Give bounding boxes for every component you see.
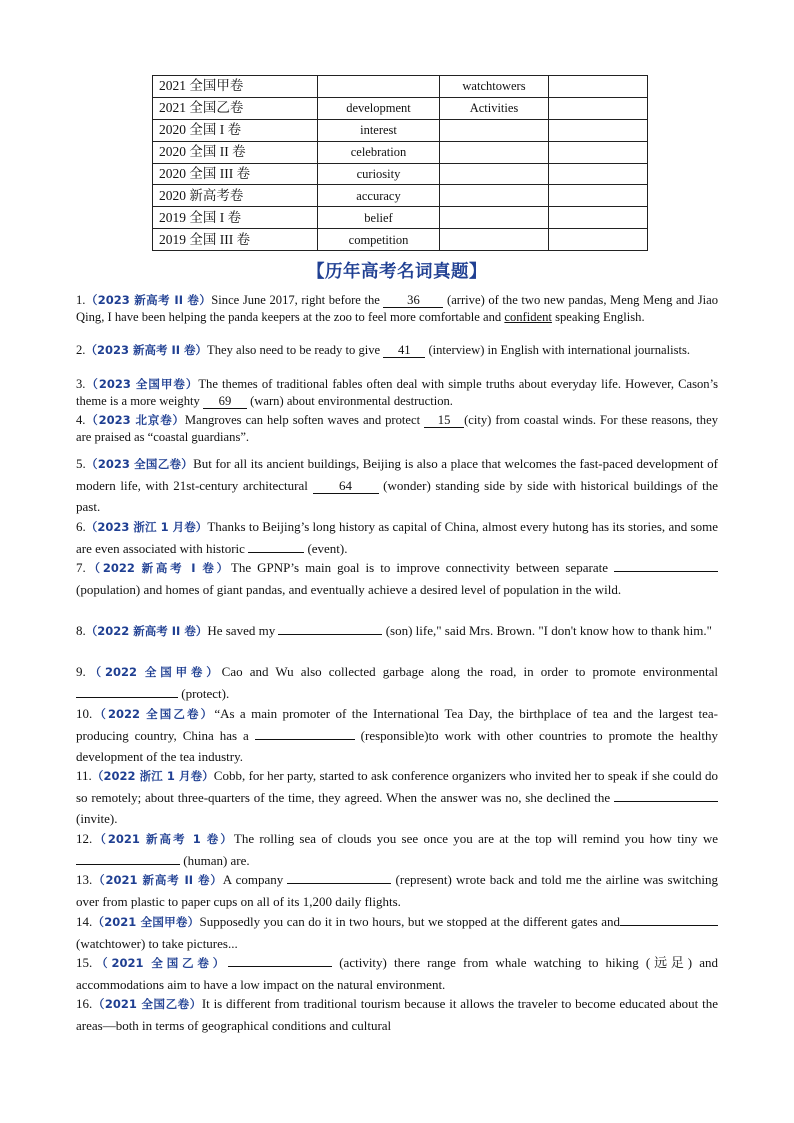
question-number: 2. [76,343,86,357]
question-source: （2021 全国乙卷） [92,956,229,970]
question-text: (arrive) of the two new pandas, Meng Meng and Jiao Qing, I have been helping the panda keepers at the zoo to feel more comfortable and [76,293,719,324]
answer-blank [278,634,382,635]
question-number: 5. [76,456,86,471]
table-cell-col4 [549,163,648,185]
question-text: (city) from coastal winds. For these reasons, they are praised as “coastal guardians”. [76,413,718,444]
question-text: Mangroves can help soften waves and protect [184,413,425,427]
question-text: (protect). [178,686,230,701]
question-text: (wonder) standing side by side with historical buildings of the past. [76,478,718,514]
question-text: speaking English. [551,310,645,324]
question-source: （2022 新高考 I 卷） [85,561,231,575]
question-number: 12. [76,831,93,846]
question-source: （2023 全国甲卷） [85,377,199,391]
table-cell-col3 [440,141,549,163]
question-text: (human) are. [180,853,250,868]
table-row [153,207,648,229]
table-cell-noun: development [318,97,440,119]
question-text: (event). [304,541,348,556]
question-item [76,376,718,410]
question-number: 13. [76,872,93,887]
question-item [76,620,718,642]
question-text: (interview) in English with international journalists. [425,343,691,357]
table-cell-col4 [549,141,648,163]
question-item [76,557,718,600]
table-cell-year: 2021 全国乙卷 [153,97,318,119]
question-source: （2021 全国甲卷） [92,915,200,929]
table-row [153,163,648,185]
answer-blank: 36 [383,293,443,308]
table-cell-col3 [440,207,549,229]
table-cell-year: 2020 全国 II 卷 [153,141,318,163]
question-item [76,292,718,326]
question-number: 15. [76,955,93,970]
table-cell-year: 2020 全国 I 卷 [153,119,318,141]
question-text: “As a main promoter of the International Tea Day, the birthplace of tea and the largest tea-producing country, China has a [76,706,718,743]
table-cell-year: 2019 全国 I 卷 [153,207,318,229]
question-number: 6. [76,519,86,534]
question-item [76,703,718,767]
answer-blank: 69 [203,394,247,409]
question-source: （2023 新高考 II 卷） [85,293,212,307]
table-cell-col3 [440,229,549,251]
question-text: (watchtower) to take pictures... [76,936,238,951]
question-number: 16. [76,996,93,1011]
question-number: 11. [76,768,92,783]
question-item [76,765,718,829]
table-cell-col3: Activities [440,97,549,119]
question-text: He saved my [207,623,279,638]
question-number: 9. [76,664,86,679]
question-text: The themes of traditional fables often deal with simple truths about everyday life. However, Cason’s theme is a more weighty [76,377,718,408]
question-source: （2021 新高考 II 卷） [92,873,223,887]
table-cell-col3 [440,163,549,185]
answer-blank [620,925,718,926]
question-text: A company [222,872,288,887]
question-source: （2023 浙江 1 月卷） [85,520,208,534]
question-text: (activity) there range from whale watching to hiking (远足) and accommodations aim to have a low impact on the natural environment. [76,955,718,992]
question-item [76,661,718,704]
table-cell-noun: interest [318,119,440,141]
question-source: （2023 北京卷） [85,413,185,427]
question-text: Thanks to Beijing’s long history as capital of China, almost every hutong has its stories, and some are even associated with historic [76,519,718,556]
table-cell-noun: celebration [318,141,440,163]
table-cell-year: 2021 全国甲卷 [153,76,318,98]
question-text: They also need to be ready to give [207,343,384,357]
question-item [76,952,718,995]
answer-blank [255,739,355,740]
question-number: 1. [76,293,86,307]
answer-blank: 41 [383,343,425,358]
question-number: 8. [76,623,86,638]
question-text: Since June 2017, right before the [211,293,384,307]
question-text: The GPNP’s main goal is to improve connectivity between separate [230,560,615,575]
answer-blank: 64 [313,479,379,494]
table-cell-noun [318,76,440,98]
table-cell-col3: watchtowers [440,76,549,98]
table-row [153,185,648,207]
table-cell-col4 [549,76,648,98]
question-text: (invite). [76,811,118,826]
answer-blank [614,801,718,802]
question-number: 7. [76,560,86,575]
question-source: （2023 新高考 II 卷） [85,343,208,357]
question-number: 14. [76,914,93,929]
question-source: （2021 全国乙卷） [92,997,202,1011]
answer-blank [248,552,304,553]
question-text: (warn) about environmental destruction. [246,394,453,408]
question-text: (son) life," said Mrs. Brown. "I don't know how to thank him." [382,623,712,638]
question-source: （2022 浙江 1 月卷） [91,769,214,783]
table-cell-col4 [549,229,648,251]
table-row [153,76,648,98]
question-text: But for all its ancient buildings, Beijing is also a place that welcomes the fast-paced development of modern life, with 21st-century architectural [76,456,719,493]
question-number: 10. [76,706,93,721]
question-source: （2023 全国乙卷） [85,457,194,471]
table-cell-noun: curiosity [318,163,440,185]
question-text: Cao and Wu also collected garbage along the road, in order to promote environmental [221,664,718,679]
table-row [153,141,648,163]
question-source: （2022 全国甲卷） [85,665,222,679]
table-cell-noun: competition [318,229,440,251]
underlined-word: confident [504,310,552,324]
question-source: （2022 新高考 II 卷） [85,624,208,638]
table-cell-col4 [549,97,648,119]
table-cell-noun: accuracy [318,185,440,207]
table-row [153,97,648,119]
table-cell-noun: belief [318,207,440,229]
question-item [76,869,718,912]
question-item [76,412,718,446]
question-source: （2022 全国乙卷） [92,707,215,721]
question-item [76,993,718,1036]
answer-table [152,75,648,251]
question-item [76,516,718,559]
question-item [76,828,718,871]
table-row [153,119,648,141]
question-number: 3. [76,377,86,391]
table-row [153,229,648,251]
answer-blank: 15 [424,413,464,428]
question-text: (responsible)to work with other countries to promote the healthy development of the tea industry. [76,728,718,764]
table-cell-year: 2020 全国 III 卷 [153,163,318,185]
answer-blank [614,571,718,572]
question-text: Cobb, for her party, started to ask conference organizers who invited her to speak if she could do so remotely; about three-quarters of the time, they agreed. When the answer was no, she declined the [76,768,718,805]
question-text: It is different from traditional tourism because it allows the traveler to become educated about the areas—both in terms of geographical conditions and cultural [76,996,718,1033]
table-cell-col3 [440,185,549,207]
table-cell-col4 [549,119,648,141]
table-cell-col4 [549,185,648,207]
question-number: 4. [76,413,86,427]
question-text: (represent) wrote back and told me the airline was switching over from plastic to paper cups on all of its 1,200 daily flights. [76,872,719,909]
answer-blank [228,966,332,967]
question-item [76,911,718,954]
question-text: Supposedly you can do it in two hours, but we stopped at the different gates and [199,914,621,929]
question-text: (population) and homes of giant pandas, and eventually achieve a desired level of population in the wild. [76,582,622,597]
answer-blank [76,697,178,698]
question-text: The rolling sea of clouds you see once you are at the top will remind you how tiny we [233,831,718,846]
answer-blank [76,864,180,865]
section-heading: 【历年高考名词真题】 [307,262,487,282]
table-cell-col4 [549,207,648,229]
table-cell-year: 2019 全国 III 卷 [153,229,318,251]
question-item [76,342,718,359]
question-source: （2021 新高考 1 卷） [92,832,234,846]
question-item [76,453,718,517]
answer-blank [287,883,391,884]
table-cell-year: 2020 新高考卷 [153,185,318,207]
table-cell-col3 [440,119,549,141]
